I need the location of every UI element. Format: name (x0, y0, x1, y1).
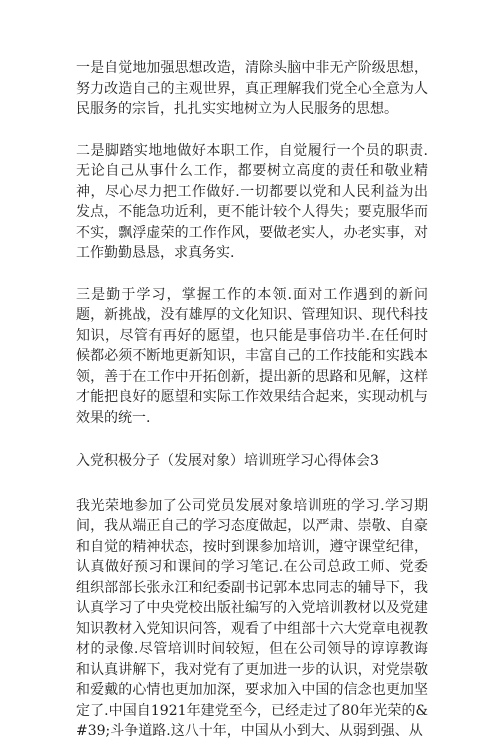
paragraph-training-experience: 我光荣地参加了公司党员发展对象培训班的学习.学习期间，我从端正自己的学习态度做起，以严肃、崇敬、自豪和自觉的精神状态，按时到课参加培训，遵守课堂纪律，认真做好预习和课间的学习笔记.在公司总政工师、党委组织部部长张永江和纪委副书记郭本忠同志的辅导下，我认真学习了中央党校出版社编写的入党培训教材以及党建知识教材入党知识问答，观看了中组部十六大党章电视教材的录像.尽管培训时间较短，但在公司领导的谆谆教诲和认真讲解下，我对党有了更加进一步的认识，对党崇敬和爱戴的心情也更加加深，要求加入中国的信念也更加坚定了.中国自1921年建党至今，已经走过了80年光荣的&#39;斗争道路.这八十年，中国从小到大、从弱到强、从 (76, 497, 428, 739)
paragraph-first-point: 一是自觉地加强思想改造，清除头脑中非无产阶级思想，努力改造自己的主观世界，真正理解我们党全心全意为人民服务的宗旨，扎扎实实地树立为人民服务的思想。 (76, 60, 428, 117)
paragraph-third-point: 三是勤于学习，掌握工作的本领.面对工作遇到的新问题，新挑战，没有雄厚的文化知识、管理知识、现代科技知识，尽管有再好的愿望，也只能是事倍功半.在任何时候都必须不断地更新知识，丰富自己的工作技能和实践本领，善于在工作中开拓创新，提出新的思路和见解，这样才能把良好的愿望和实际工作效果结合起来，实现动机与效果的统一. (76, 286, 428, 426)
document-body (76, 58, 428, 742)
paragraph-second-point: 二是脚踏实地地做好本职工作，自觉履行一个员的职责.无论自己从事什么工作，都要树立高度的责任和敬业精神，尽心尽力把工作做好.一切都要以党和人民利益为出发点，不能急功近利，更不能计较个人得失；要克服华而不实，飘浮虚荣的工作作风，要做老实人，办老实事，对工作勤勤恳恳，求真务实. (76, 142, 428, 261)
section-heading: 入党积极分子（发展对象）培训班学习心得体会3 (76, 453, 379, 469)
